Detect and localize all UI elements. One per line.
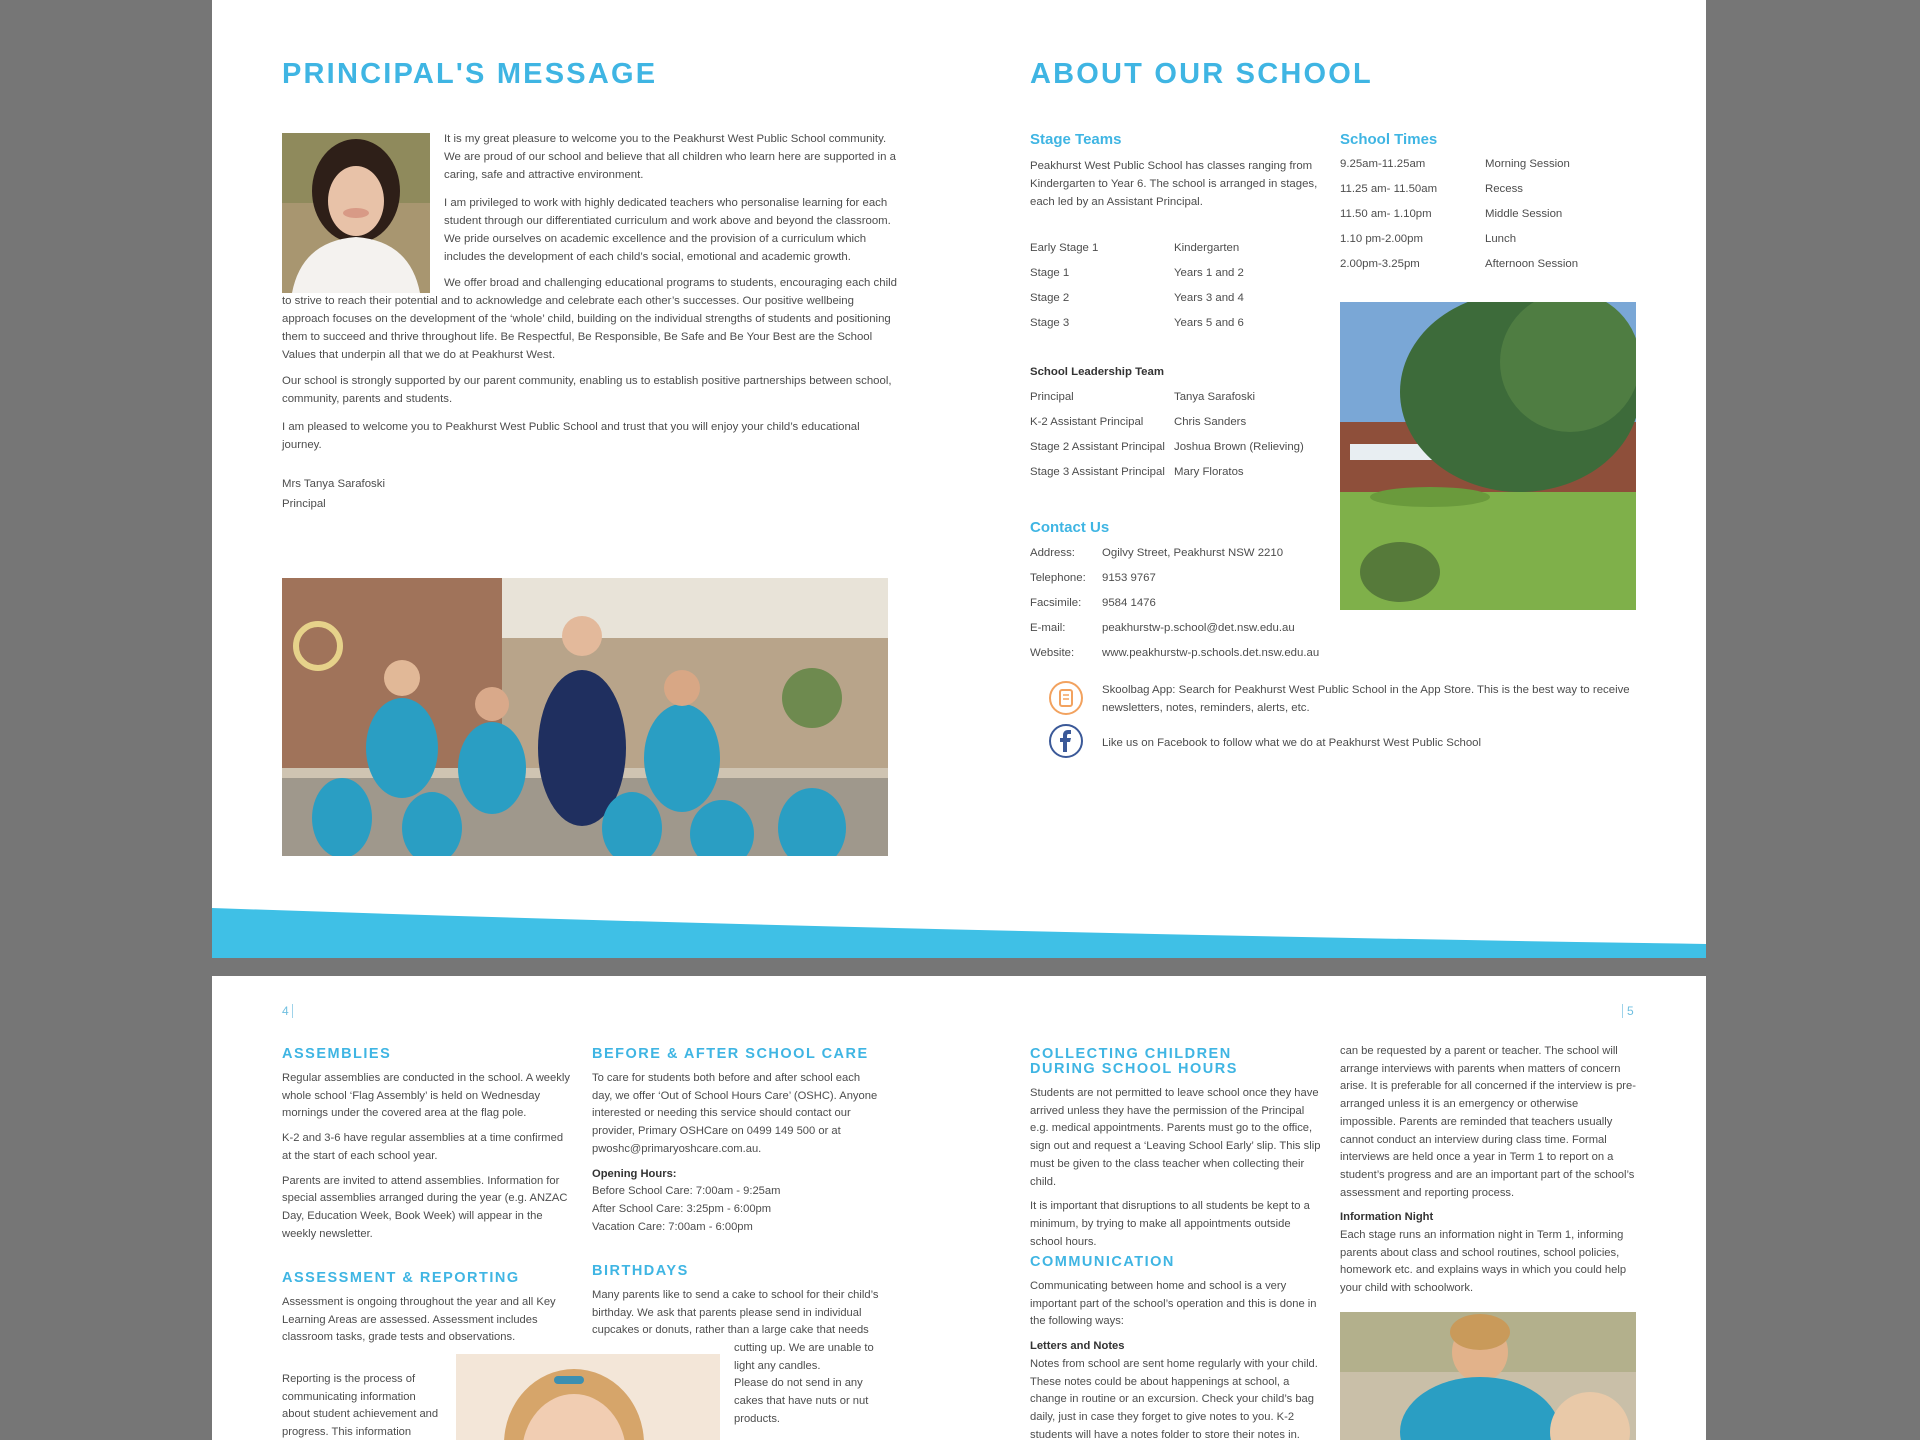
before-after-paragraph: To care for students both before and after school each day, we offer ‘Out of School Hours Care’ (OSHC). Anyone interested or needing this service should contact our provider, Primary OSHCare on 0499 149 500 or at pwoshc@primaryoshcare.com.au. (592, 1072, 878, 1155)
principal-message-top (444, 130, 900, 276)
communication-body (1030, 1278, 1325, 1440)
stage-years: Kindergarten (1174, 242, 1240, 254)
assemblies-body (282, 1070, 574, 1250)
before-after-care-title: BEFORE & AFTER SCHOOL CARE (592, 1046, 869, 1062)
collecting-children-body (1030, 1085, 1325, 1258)
assemblies-paragraph: Regular assemblies are conducted in the school. A weekly whole school ‘Flag Assembly’ is held on Wednesday mornings under the covered area at the flag pole. (282, 1072, 570, 1120)
stage-name: Stage 1 (1030, 267, 1070, 279)
skoolbag-icon (1049, 681, 1083, 715)
leader-role: Principal (1030, 391, 1074, 403)
stage-name: Stage 2 (1030, 292, 1070, 304)
leadership-heading: School Leadership Team (1030, 366, 1164, 378)
collecting-paragraph: Students are not permitted to leave school once they have arrived unless they have the permission of the Principal e.g. medical appointments. Parents must go to the office, sign out and request a ‘Leaving School Early’ slip. This slip must be given to the class teacher when collecting their child. (1030, 1087, 1321, 1188)
session-name: Recess (1485, 183, 1523, 195)
stage-name: Stage 3 (1030, 317, 1070, 329)
facebook-text: Like us on Facebook to follow what we do at Peakhurst West Public School (1102, 737, 1482, 749)
stage-years: Years 5 and 6 (1174, 317, 1244, 329)
principal-message-bottom (282, 372, 900, 464)
principal-paragraph-1: It is my great pleasure to welcome you to the Peakhurst West Public School community. We are proud of our school and believe that all children who learn here are supported in a caring, safe and attractive environment. (444, 133, 896, 181)
opening-hours-item: Vacation Care: 7:00am - 6:00pm (592, 1220, 753, 1233)
opening-hours-item: Before School Care: 7:00am - 9:25am (592, 1185, 781, 1198)
contact-label: E-mail: (1030, 622, 1066, 634)
contact-telephone: 9153 9767 (1102, 572, 1156, 584)
information-night-heading: Information Night (1340, 1211, 1434, 1224)
contact-label: Telephone: (1030, 572, 1086, 584)
principal-paragraph-3: We offer broad and challenging educational programs to students, encouraging each child to strive to reach their potential and to acknowledge and celebrate each other’s successes. Our positive wellbeing approach focuses on the development of the ‘whole’ child, building on the individual strengths of students and positioning them to succeed and thrive throughout life. Be Respectful, Be Responsible, Be Safe and Be Your Best are the School Values that underpin all that we do at Peakhurst West. (282, 277, 897, 361)
footer-wave-band (212, 904, 1706, 958)
interviews-paragraph: can be requested by a parent or teacher. The school will arrange interviews with parents when matters of concern arise. It is preferable for all concerned if the interview is pre-arranged unless it is an emergency or otherwise impossible. Parents are reminded that teachers usually cannot conduct an interview during class time. Formal interviews are held once a year in Term 1 to report on a student’s progress and are an important part of the school’s assessment and reporting process. (1340, 1045, 1636, 1199)
skoolbag-text: Skoolbag App: Search for Peakhurst West Public School in the App Store. This is the best way to receive newsletters, notes, reminders, alerts, etc. (1102, 684, 1630, 714)
school-times-heading: School Times (1340, 131, 1438, 148)
birthdays-paragraph-2: cutting up. We are unable to light any candles. (734, 1342, 874, 1372)
facebook-icon[interactable] (1049, 724, 1083, 758)
principal-signature (282, 474, 582, 514)
principal-paragraph-2: I am privileged to work with highly dedicated teachers who personalise learning for each student through our differentiated curriculum and work above and beyond the classroom. We pride ourselves on academic excellence and the provision of a curriculum which includes the development of each child’s social, emotional and academic growth. (444, 197, 891, 263)
contact-heading: Contact Us (1030, 519, 1110, 536)
stage-teams-heading: Stage Teams (1030, 131, 1122, 148)
assessment-paragraph-2: Reporting is the process of communicating information about student achievement and progress. This information (282, 1373, 439, 1439)
opening-hours-heading: Opening Hours: (592, 1167, 677, 1180)
session-name: Lunch (1485, 233, 1517, 245)
opening-hours-item: After School Care: 3:25pm - 6:00pm (592, 1202, 772, 1215)
birthdays-title: BIRTHDAYS (592, 1263, 689, 1279)
leader-name: Mary Floratos (1174, 466, 1244, 478)
communication-title: COMMUNICATION (1030, 1254, 1175, 1270)
information-night-text: Each stage runs an information night in Term 1, informing parents about class and school routines, school policies, homework etc. and explains ways in which you could help your child with schoolwork. (1340, 1229, 1627, 1295)
leader-name: Tanya Sarafoski (1174, 391, 1256, 403)
time-range: 11.25 am- 11.50am (1340, 183, 1438, 195)
school-building-photo (1340, 302, 1636, 610)
brochure-spread-top (212, 0, 1706, 958)
birthdays-continued (734, 1340, 884, 1429)
about-school-title: ABOUT OUR SCHOOL (1030, 58, 1373, 90)
principal-with-students-photo (282, 578, 888, 856)
principal-portrait (282, 133, 430, 293)
communication-paragraph: Communicating between home and school is a very important part of the school’s operation and this is done in the following ways: (1030, 1280, 1317, 1328)
time-range: 2.00pm-3.25pm (1340, 258, 1420, 270)
leader-role: Stage 2 Assistant Principal (1030, 441, 1165, 453)
leader-name: Joshua Brown (Relieving) (1174, 441, 1304, 453)
signature-role: Principal (282, 498, 326, 510)
session-name: Afternoon Session (1485, 258, 1579, 270)
stage-years: Years 3 and 4 (1174, 292, 1244, 304)
students-reading-photo (1340, 1312, 1636, 1440)
contact-facsimile: 9584 1476 (1102, 597, 1156, 609)
time-range: 1.10 pm-2.00pm (1340, 233, 1423, 245)
contact-label: Website: (1030, 647, 1075, 659)
letters-notes-heading: Letters and Notes (1030, 1340, 1125, 1353)
contact-label: Facsimile: (1030, 597, 1082, 609)
stage-teams-intro: Peakhurst West Public School has classes ranging from Kindergarten to Year 6. The school is arranged in stages, each led by an Assistant Principal. (1030, 160, 1318, 208)
principal-message-wrap (282, 274, 900, 374)
principal-paragraph-4: Our school is strongly supported by our parent community, enabling us to establish positive partnerships between school, community, parents and students. (282, 375, 892, 405)
assemblies-paragraph: Parents are invited to attend assemblies. Information for special assemblies arranged during the year (e.g. ANZAC Day, Education Week, Book Week) will appear in the weekly newsletter. (282, 1174, 568, 1240)
principal-paragraph-5: I am pleased to welcome you to Peakhurst West Public School and trust that you will enjoy your child’s educational journey. (282, 421, 860, 451)
assemblies-title: ASSEMBLIES (282, 1046, 392, 1062)
page-number-right: 5 (1622, 1004, 1634, 1018)
leader-name: Chris Sanders (1174, 416, 1247, 428)
session-name: Middle Session (1485, 208, 1563, 220)
leader-role: K-2 Assistant Principal (1030, 416, 1144, 428)
page-number-left: 4 (282, 1004, 293, 1018)
stage-name: Early Stage 1 (1030, 242, 1099, 254)
contact-website[interactable]: www.peakhurstw-p.schools.det.nsw.edu.au (1102, 647, 1320, 659)
birthdays-paragraph-3: Please do not send in any cakes that have nuts or nut products. (734, 1377, 869, 1425)
collecting-paragraph: It is important that disruptions to all students be kept to a minimum, by trying to make all appointments outside school hours. (1030, 1200, 1310, 1248)
assessment-title: ASSESSMENT & REPORTING (282, 1270, 520, 1286)
assessment-paragraph-1: Assessment is ongoing throughout the year and all Key Learning Areas are assessed. Assessment includes classroom tasks, grade tests and observations. (282, 1296, 556, 1344)
brochure-spread-bottom (212, 976, 1706, 1440)
birthdays-paragraph-1: Many parents like to send a cake to school for their child’s birthday. We ask that parents please send in individual cupcakes or donuts, rather than a large cake that needs (592, 1289, 879, 1337)
leader-role: Stage 3 Assistant Principal (1030, 466, 1165, 478)
time-range: 11.50 am- 1.10pm (1340, 208, 1432, 220)
stage-years: Years 1 and 2 (1174, 267, 1244, 279)
signature-name: Mrs Tanya Sarafoski (282, 478, 385, 490)
contact-email[interactable]: peakhurstw-p.school@det.nsw.edu.au (1102, 622, 1295, 634)
session-name: Morning Session (1485, 158, 1570, 170)
student-portrait-photo (456, 1354, 720, 1440)
time-range: 9.25am-11.25am (1340, 158, 1426, 170)
contact-address: Ogilvy Street, Peakhurst NSW 2210 (1102, 547, 1284, 559)
principal-message-title: PRINCIPAL'S MESSAGE (282, 58, 658, 90)
before-after-care-body (592, 1070, 882, 1236)
assemblies-paragraph: K-2 and 3-6 have regular assemblies at a time confirmed at the start of each school year. (282, 1132, 564, 1162)
contact-label: Address: (1030, 547, 1075, 559)
collecting-children-title: COLLECTING CHILDREN DURING SCHOOL HOURS (1030, 1046, 1238, 1077)
interviews-body (1340, 1043, 1636, 1298)
letters-notes-text: Notes from school are sent home regularly with your child. These notes could be about happenings at school, a change in routine or an excursion. Check your child’s bag daily, just in case they forget to give notes to you. K-2 students will have a notes folder to store their notes in. (1030, 1357, 1318, 1440)
